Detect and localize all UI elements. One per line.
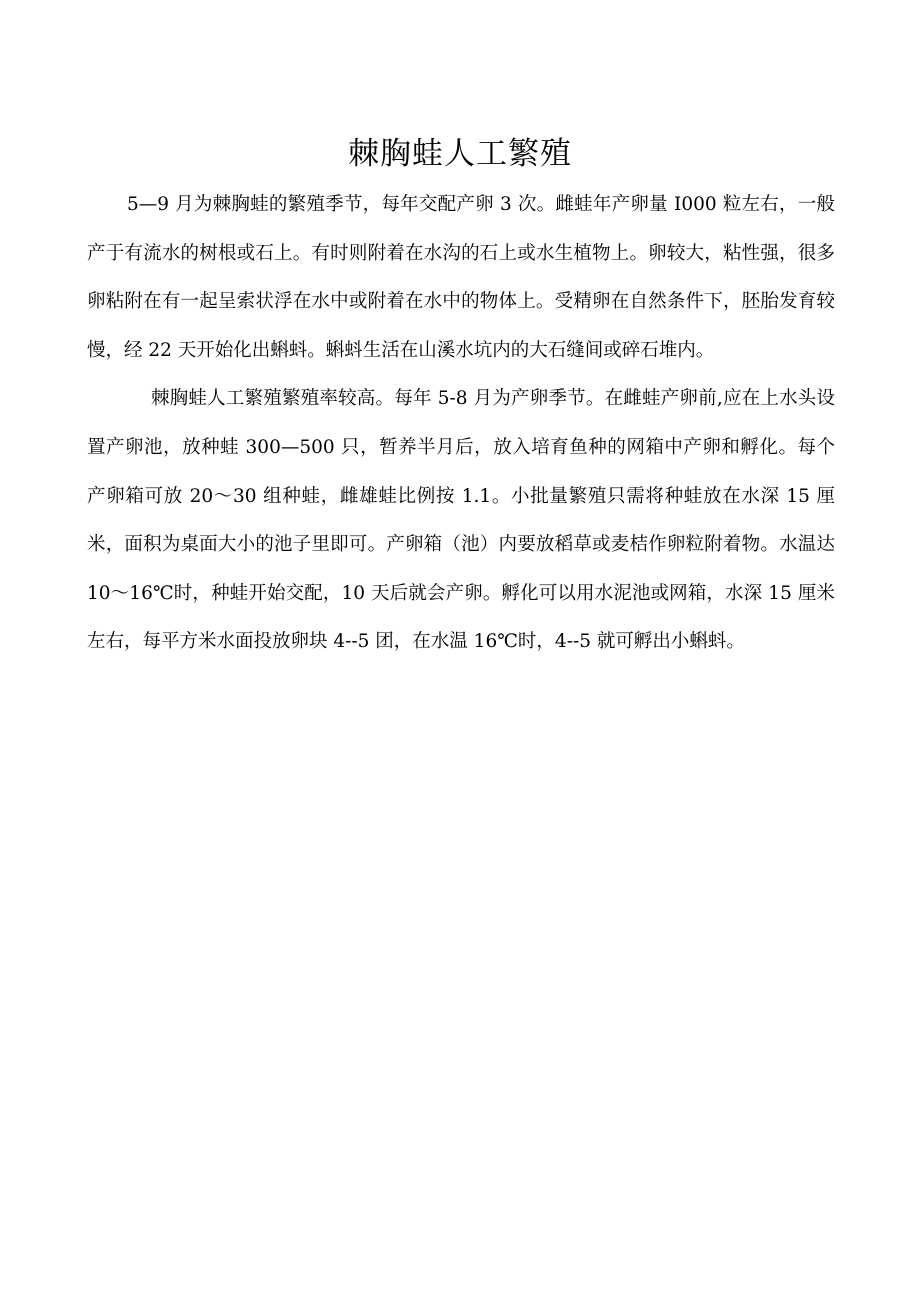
paragraph-artificial-breeding: 棘胸蛙人工繁殖繁殖率较高。每年 5-8 月为产卵季节。在雌蛙产卵前,应在上水头设置产卵池，放种蛙 300—500 只，暂养半月后，放入培育鱼种的网箱中产卵和孵化。每个产卵箱可放 20～30 组种蛙，雌雄蛙比例按 1.1。小批量繁殖只需将种蛙放在水深 15 厘米，面积为桌面大小的池子里即可。产卵箱（池）内要放稻草或麦桔作卵粒附着物。水温达 10～16℃时，种蛙开始交配，10 天后就会产卵。孵化可以用水泥池或网箱，水深 15 厘米左右，每平方米水面投放卵块 4--5 团，在水温 16℃时，4--5 就可孵出小蝌蚪。 — [87, 388, 835, 653]
document-body — [87, 181, 835, 667]
document-title: 棘胸蛙人工繁殖 — [348, 136, 572, 172]
paragraph-breeding-season: 5—9 月为棘胸蛙的繁殖季节，每年交配产卵 3 次。雌蛙年产卵量 I000 粒左右，一般产于有流水的树根或石上。有时则附着在水沟的石上或水生植物上。卵较大，粘性强，很多卵粘附在有一起呈索状浮在水中或附着在水中的物体上。受精卵在自然条件下，胚胎发育较慢，经 22 天开始化出蝌蚪。蝌蚪生活在山溪水坑内的大石缝间或碎石堆内。 — [87, 194, 835, 361]
